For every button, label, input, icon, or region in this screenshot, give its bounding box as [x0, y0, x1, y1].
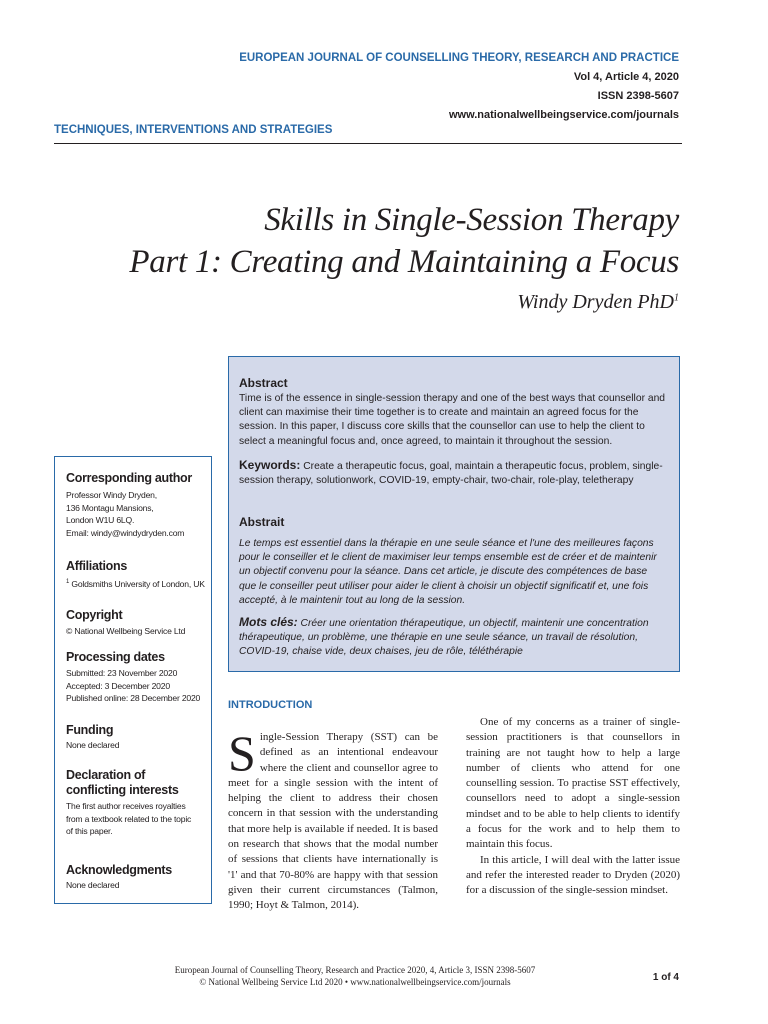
title-line-1: Skills in Single-Session Therapy: [264, 202, 679, 238]
abstract-box: [228, 356, 680, 672]
processing-dates: Submitted: 23 November 2020 Accepted: 3 December 2020 Published online: 28 December 2020: [66, 668, 201, 704]
acknowledgments-text: None declared: [66, 880, 120, 890]
article-info-sidebar: [54, 456, 212, 904]
title-line-2: Part 1: Creating and Maintaining a Focus: [129, 244, 679, 280]
affiliations-heading: Affiliations: [66, 559, 127, 573]
declaration-heading-2: conflicting interests: [66, 783, 179, 797]
journal-name: EUROPEAN JOURNAL OF COUNSELLING THEORY, RESEARCH AND PRACTICE: [239, 52, 679, 64]
abstract-text: Time is of the essence in single-session therapy and one of the best ways that counsellor and client can maximise their time together is to create and maintain an agreed focus for the session. In this paper, I discuss core skills that the counsellor can use to help the client to select a meaningful focus and, once agreed, to maintain it throughout the session.: [239, 393, 666, 447]
drop-cap: S: [228, 725, 256, 781]
intro-column-1: Single-Session Therapy (SST) can be defined as an intentional endeavour where the client and counsellor agree to meet for a single session with the intent of helping the client to address their chosen concern in that session with the understanding that more help is available if needed. It is based on research that shows that the modal number of sessions that clients have internationally is '1' and that 70-80% are happy with that session given their current circumstances (Talmon, 1990; Hoyt & Talmon, 2014).: [228, 725, 438, 912]
intro-paragraph-3: In this article, I will deal with the latter issue and refer the interested reader to Dryden (2020) for a discussion of the single-session mindset.: [466, 853, 680, 897]
corresponding-author-details: Professor Windy Dryden, 136 Montagu Mansions, London W1U 6LQ. Email: windy@windydryden.com: [66, 490, 185, 538]
corresponding-email[interactable]: Email: windy@windydryden.com: [66, 527, 185, 538]
intro-paragraph-2: One of my concerns as a trainer of single-session practitioners is that counsellors in training are not taught how to help a large number of clients who attend for one counselling session. To practise SST effectively, counsellors need to adopt a single-session mindset and to be able to help clients to identify a focus for the work and to help them to maintain this focus.: [466, 716, 680, 851]
journal-volume: Vol 4, Article 4, 2020: [573, 71, 679, 83]
funding-heading: Funding: [66, 723, 114, 737]
header-divider: [54, 143, 682, 144]
abstrait-text: Le temps est essentiel dans la thérapie en une seule séance et l'une des meilleures façons pour le conseiller et le client de maximiser leur temps ensemble est de créer et de maintenir un objectif convenu pour la séance. Dans cet article, je discute des compétences de base que le conseiller peut utiliser pour aider le client à choisir un objectif significatif et, une fois accepté, à le maintenir tout au long de la session.: [239, 538, 657, 606]
funding-text: None declared: [66, 740, 120, 750]
section-label: TECHNIQUES, INTERVENTIONS AND STRATEGIES: [54, 124, 333, 136]
affiliations-text: $^1$ Goldsmiths University of London, UK: [66, 578, 205, 589]
acknowledgments-heading: Acknowledgments: [66, 863, 172, 877]
declaration-text: The first author receives royalties from a textbook related to the topic of this paper.: [66, 801, 192, 837]
copyright-text: © National Wellbeing Service Ltd: [66, 626, 186, 636]
author-name: Windy Dryden PhD$^1$: [517, 291, 679, 313]
page-footer: European Journal of Counselling Theory, Research and Practice 2020, 4, Article 3, ISSN 2398-5607 © National Wellbeing Service Ltd 2020 • www.nationalwellbeingservice.com/journals: [174, 965, 536, 987]
introduction-heading: INTRODUCTION: [228, 699, 313, 711]
abstract-heading: Abstract: [239, 376, 288, 390]
page-number: 1 of 4: [652, 972, 679, 983]
mots-cles: Mots clés: Créer une orientation thérapeutique, un objectif, maintenir une concentration thérapeutique, un problème, une thérapie en une seule séance, un travail de résolution, COVID-19, chaise vide, deux chaises, jeu de rôle, téléthérapie: [239, 615, 649, 658]
corresponding-author-heading: Corresponding author: [66, 471, 192, 485]
keywords: Keywords: Create a therapeutic focus, goal, maintain a therapeutic focus, problem, single-session therapy, solutionwork, COVID-19, empty-chair, two-chair, role-play, teletherapy: [239, 458, 663, 487]
intro-column-2: [466, 715, 680, 899]
journal-url[interactable]: www.nationalwellbeingservice.com/journals: [448, 109, 679, 121]
abstrait-heading: Abstrait: [239, 515, 285, 529]
declaration-heading-1: Declaration of: [66, 768, 146, 782]
processing-dates-heading: Processing dates: [66, 650, 165, 664]
copyright-heading: Copyright: [66, 608, 123, 622]
journal-issn: ISSN 2398-5607: [597, 90, 679, 102]
